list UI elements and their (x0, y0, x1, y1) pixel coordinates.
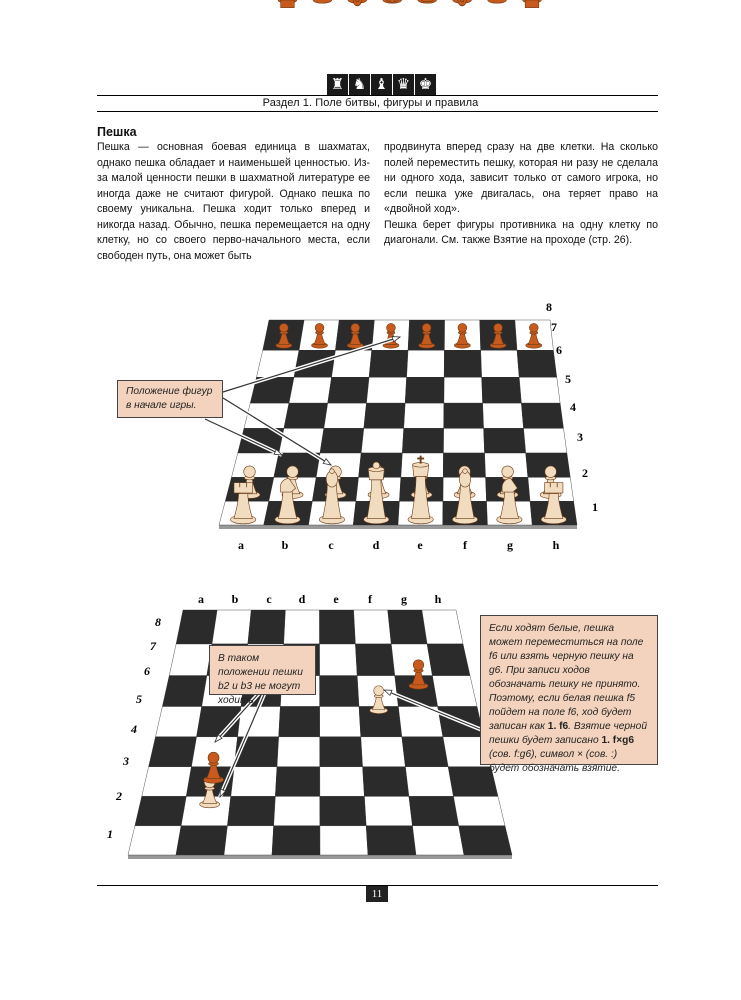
board2-square (212, 610, 251, 644)
board2-file-label: f (368, 592, 372, 606)
board1-square (402, 428, 443, 453)
board2-square (412, 826, 464, 855)
board2-rank-label: 3 (123, 754, 129, 768)
board1-square (517, 350, 557, 377)
board2-rank-label: 1 (107, 827, 113, 841)
board2-square (364, 796, 412, 825)
callout-text: Если ходят белые, пешка может переместиться на поле f6 или взять черную пешку на g6. (489, 623, 644, 676)
board2-square (162, 676, 206, 707)
board1-file-label: c (328, 538, 334, 552)
board1-square (405, 377, 444, 403)
board2-square (320, 644, 358, 676)
board1-rank-label: 1 (592, 500, 598, 514)
board2-square (363, 767, 409, 797)
board1-square (328, 377, 369, 403)
board2-square (231, 767, 277, 797)
board2-square (176, 610, 217, 644)
section-title: Пешка (97, 125, 137, 139)
board2-square (277, 737, 320, 767)
board1-rank-label: 5 (565, 372, 571, 386)
board1-square (361, 428, 404, 453)
board2-square (320, 706, 361, 736)
board2-square (427, 644, 470, 676)
board2-square (402, 737, 448, 767)
black-bishop (348, 0, 367, 6)
board2-rank-label: 8 (155, 615, 161, 629)
board2-square (275, 767, 320, 797)
board1-rank-label: 8 (546, 300, 552, 314)
board1-square (366, 377, 406, 403)
board2-file-label: b (231, 592, 239, 606)
board1-square (524, 428, 567, 453)
board1-square (407, 350, 445, 377)
board1-square (444, 377, 483, 403)
callout-pawn-moves (480, 615, 658, 774)
board1-square (284, 403, 328, 428)
black-knight (313, 0, 332, 3)
callout-start-position: Положение фигур в начале игры. (117, 380, 223, 418)
board2-square (320, 737, 363, 767)
board2-square (320, 610, 356, 644)
board2-square (224, 826, 274, 855)
board2-square (149, 737, 197, 767)
board1-board-edge (219, 525, 577, 529)
board1-file-label: f (463, 538, 467, 552)
board1-square (289, 377, 332, 403)
board2-square (156, 706, 202, 736)
callout-blocked-pawns: В таком положении пешки b2 и b3 не могут ходить. (209, 645, 316, 695)
board2-file-label: d (298, 592, 306, 606)
board2-square (128, 826, 181, 855)
board2-square (284, 610, 320, 644)
board2-rank-label: 4 (131, 722, 137, 736)
board1-rank-label: 7 (551, 320, 557, 334)
board2-square (320, 826, 368, 855)
callout-text: При записи ходов обозначать пешку не принято. Поэтому, если белая пешка f5 пойдет на поле f6, ход будет записан как (489, 665, 641, 732)
board1-square (279, 428, 324, 453)
queen-icon: ♛ (393, 74, 414, 95)
black-king (418, 0, 437, 3)
board1-rank-label: 6 (556, 343, 562, 357)
board1-square (444, 350, 482, 377)
king-icon: ♚ (415, 74, 436, 95)
paragraph: Пешка берет фигуры противника на одну клетку по диагонали. См. также Взятие на проходе (стр. 26). (384, 218, 658, 246)
board2-square (279, 706, 320, 736)
board2-square (409, 796, 459, 825)
board1-square (481, 350, 520, 377)
board1-square (483, 403, 524, 428)
board2-square (405, 767, 453, 797)
board2-square (320, 676, 359, 707)
board2-square (176, 826, 227, 855)
black-rook (278, 0, 297, 8)
board1-rank-label: 2 (582, 466, 588, 480)
board2-square (142, 767, 192, 797)
board2-rank-label: 6 (144, 664, 150, 678)
board2-file-label: e (333, 592, 339, 606)
board2-square (453, 796, 505, 825)
board2-square (422, 610, 463, 644)
board1-square (364, 403, 405, 428)
black-queen (383, 0, 402, 3)
board2-square (432, 676, 477, 707)
board2-square (361, 737, 406, 767)
board2-rank-label: 7 (150, 639, 156, 653)
page-number: 11 (366, 886, 388, 902)
board1-square (482, 377, 522, 403)
board2-file-label: g (401, 592, 407, 606)
board2-square (366, 826, 416, 855)
board1-board (219, 320, 577, 529)
board2-rank-label: 5 (136, 692, 142, 706)
board2-square (272, 826, 320, 855)
board1-file-label: g (507, 538, 513, 552)
board2-square (248, 610, 286, 644)
board1-file-label: b (281, 538, 289, 552)
board2-rank-label: 2 (116, 789, 122, 803)
board2-board-edge (128, 855, 512, 859)
knight-icon: ♞ (349, 74, 370, 95)
callout-text: . Взятие черной пешки будет записано (489, 721, 647, 746)
black-rook (523, 0, 542, 8)
board1-square (369, 350, 408, 377)
board1-file-label: d (372, 538, 380, 552)
callout-text: (сов. f:g6), символ × (сов. :) будет обозначать взятие. (489, 749, 620, 774)
board2-square (459, 826, 512, 855)
board1-square (404, 403, 444, 428)
black-knight (488, 0, 507, 3)
move-notation: 1. f×g6 (601, 735, 635, 746)
board1-square (443, 428, 484, 453)
black-bishop (453, 0, 472, 6)
board1-file-label: a (238, 538, 244, 552)
board1-rank-label: 4 (570, 400, 576, 414)
board1-square (519, 377, 560, 403)
board2-square (135, 796, 186, 825)
page-header-title: Раздел 1. Поле битвы, фигуры и правила (262, 97, 479, 109)
board2-file-label: c (266, 592, 272, 606)
board2-file-label: a (198, 592, 204, 606)
board2-square (355, 644, 394, 676)
board1-square (521, 403, 563, 428)
board2-square (388, 610, 427, 644)
board2-board (128, 610, 512, 859)
board2-file-label: h (434, 592, 442, 606)
board1-rank-label: 3 (577, 430, 583, 444)
board1-square (444, 403, 484, 428)
board2-square (320, 796, 366, 825)
board2-square (227, 796, 275, 825)
board1-file-label: h (552, 538, 560, 552)
move-notation: 1. f6 (547, 721, 569, 732)
board2-square (391, 644, 432, 676)
board1-square (324, 403, 367, 428)
paragraph: Пешка — основная боевая единица в шахматах, однако пешка обладает и наименьшей ценностью. Из-за малой ценности пешки в шахматной литературе ее иногда даже не считают фигурой. Однако пешка по своему уникальна. Пешка ходит только вперед и никогда назад. Обычно, пешка перемещается на одну клетку, но со своего перво-начального места, если свободен путь, она может быть (97, 141, 370, 262)
board1-square (320, 428, 364, 453)
board2-square (354, 610, 392, 644)
bishop-icon: ♝ (371, 74, 392, 95)
rook-icon: ♜ (327, 74, 348, 95)
board1-square (484, 428, 526, 453)
board2-square (320, 767, 365, 797)
board2-square (169, 644, 212, 676)
board1-file-label: e (417, 538, 423, 552)
board2-square (274, 796, 320, 825)
paragraph: продвинута вперед сразу на две клетки. На сколько полей переместить пешку, которая ни разу не сделала ни одного хода, зависит только от самого игрока, но если пешка уже двигалась, она теряет право на «двойной ход». (384, 141, 658, 215)
